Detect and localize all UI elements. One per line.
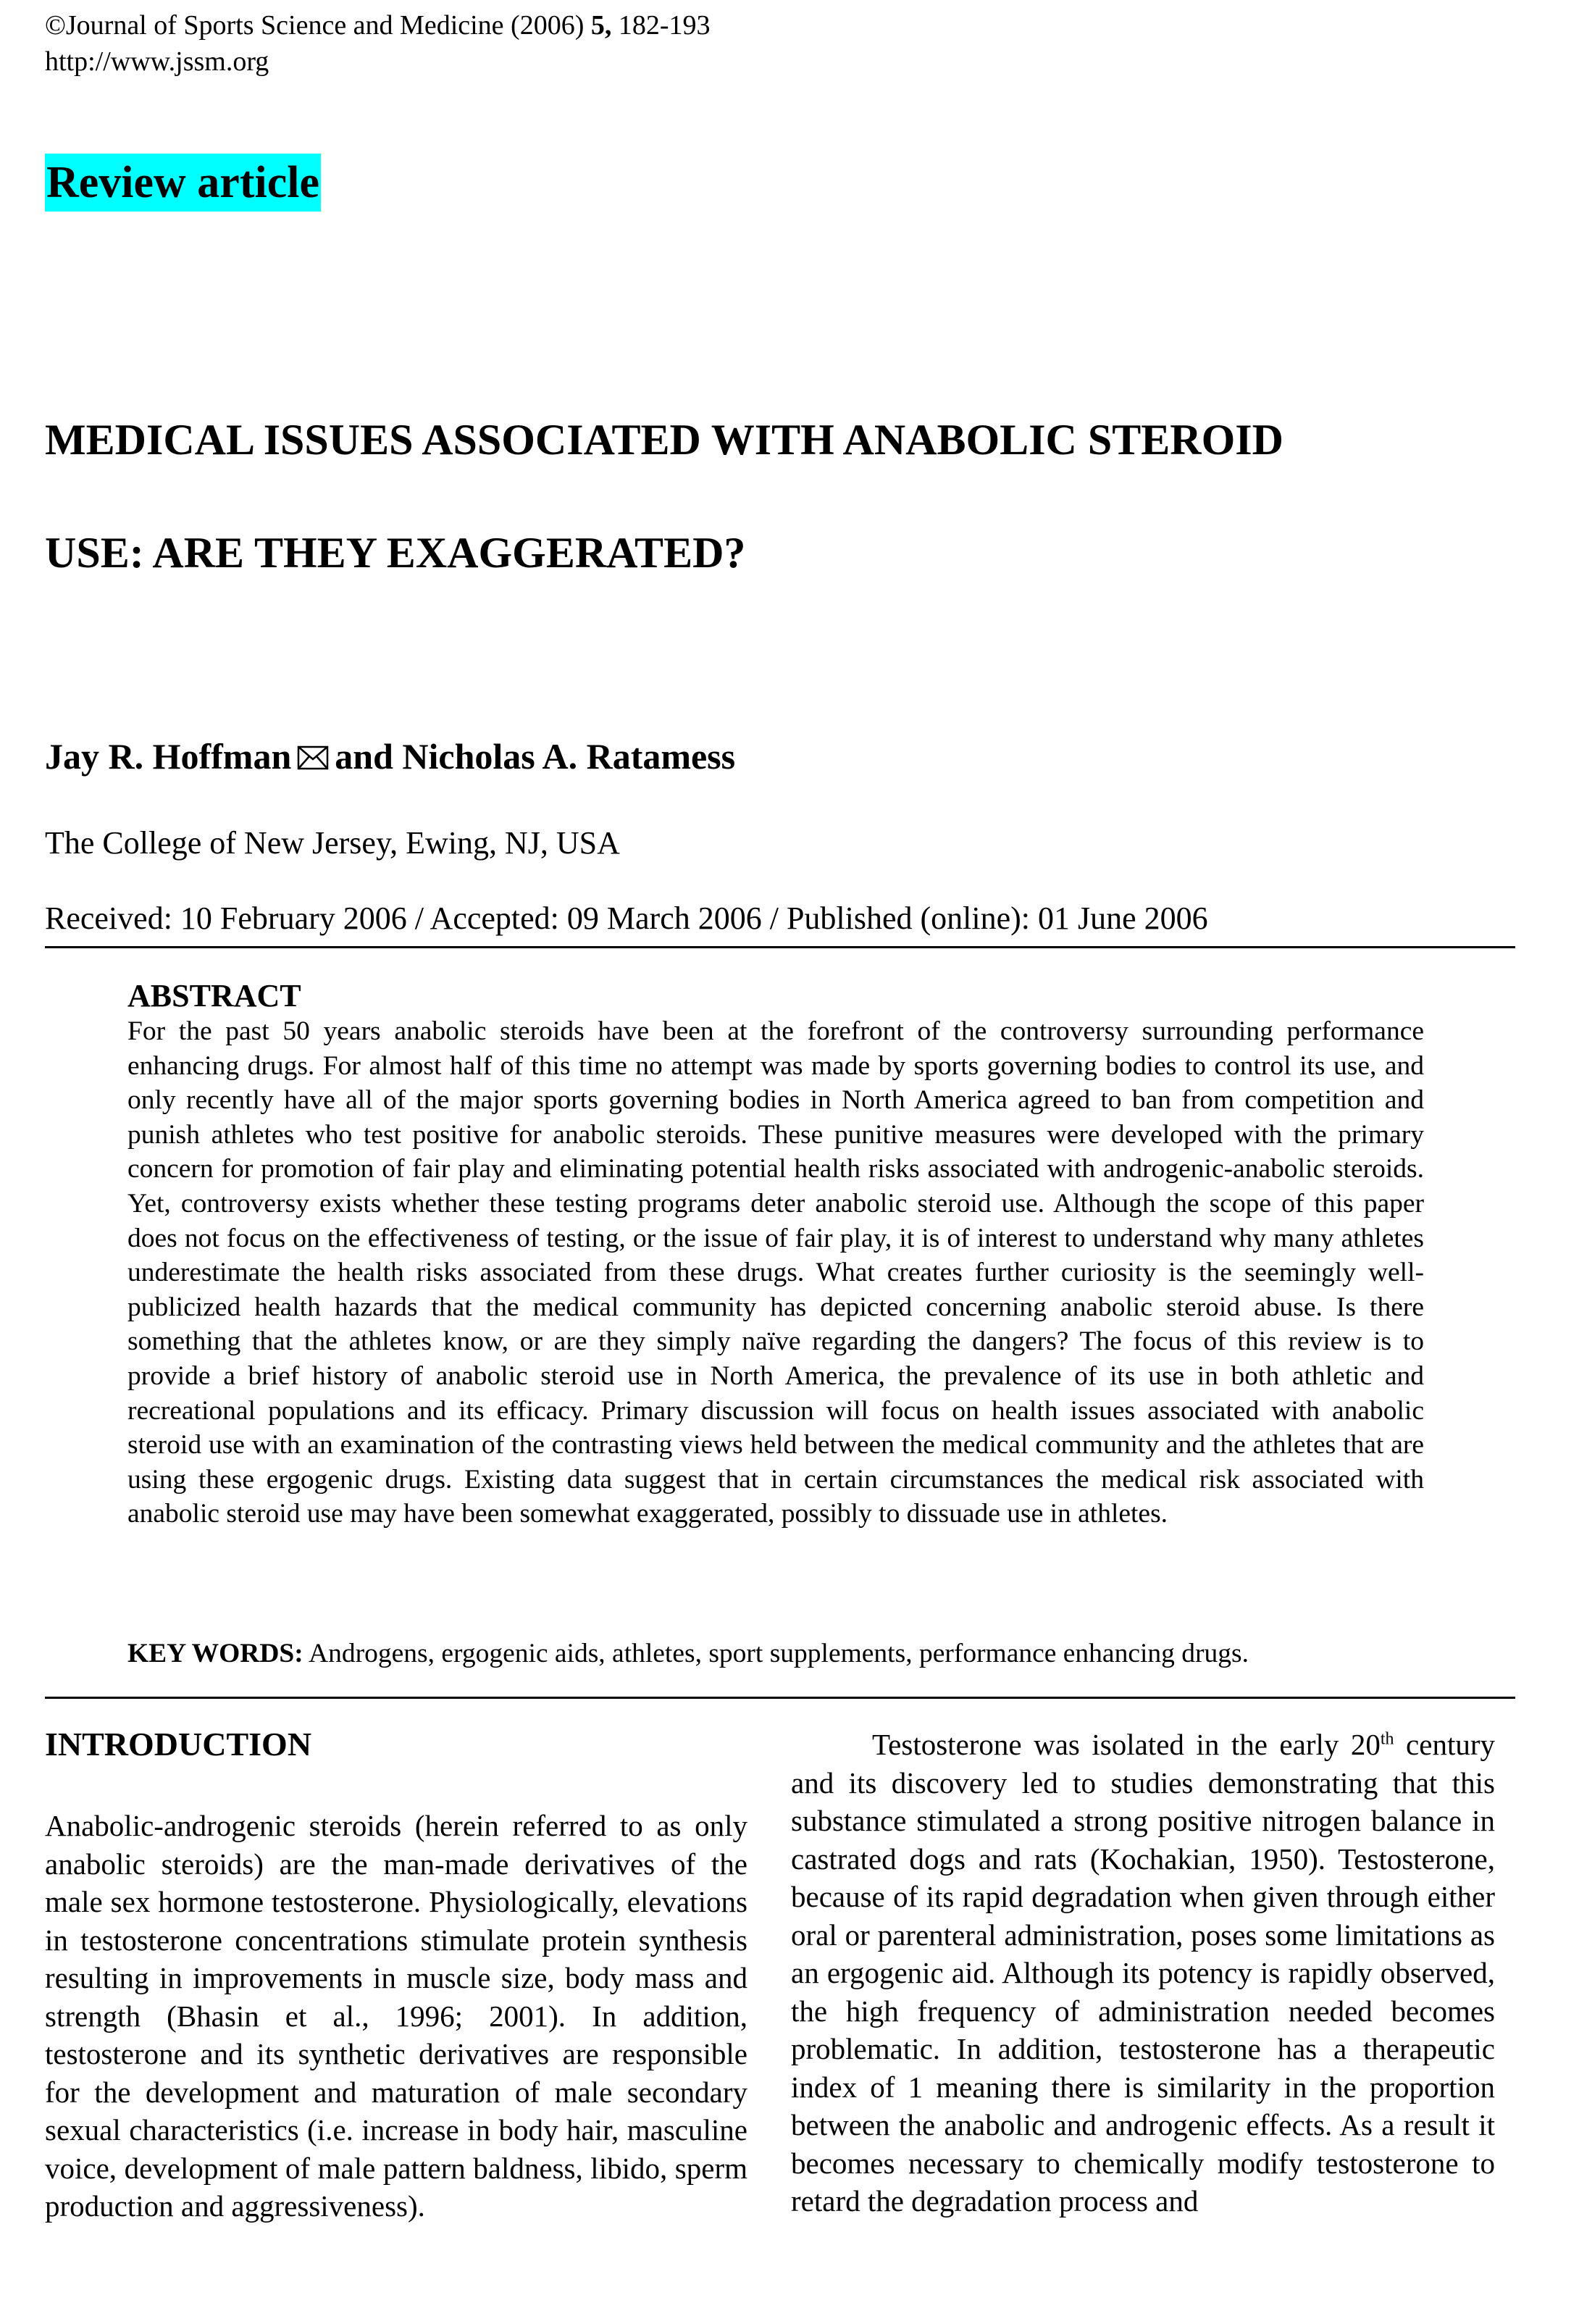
right-column [791,1726,1495,2220]
envelope-icon[interactable] [297,735,329,781]
article-type-label: Review article [45,154,321,212]
affiliation: The College of New Jersey, Ewing, NJ, USA [45,825,620,861]
keywords [127,1636,1431,1672]
author-list [45,733,735,787]
paragraph-2-rest: century and its discovery led to studies demonstrating that this substance stimulated a strong positive nitrogen balance in castrated dogs and rats (Kochakian, 1950). Testosterone, because of its rapid degradation when given through either oral or parenteral administration, poses some limitations as an ergogenic aid. Although its potency is rapidly observed, the high frequency of administration needed becomes problematic. In addition, testosterone has a therapeutic index of 1 meaning there is similarity in the proportion between the anabolic and androgenic effects. As a result it becomes necessary to chemically modify testosterone to retard the degradation process and [791,1728,1495,2218]
abstract-text: For the past 50 years anabolic steroids have been at the forefront of the controversy surrounding performance enhancing drugs. For almost half of this time no attempt was made by sports governing bodies to control its use, and only recently have all of the major sports governing bodies in North America agreed to ban from competition and punish athletes who test positive for anabolic steroids. These punitive measures were developed with the primary concern for promotion of fair play and eliminating potential health risks associated with androgenic-anabolic steroids. Yet, controversy exists whether these testing programs deter anabolic steroid use. Although the scope of this paper does not focus on the effectiveness of testing, or the issue of fair play, it is of interest to understand why many athletes underestimate the health risks associated from these drugs. What creates further curiosity is the seemingly well-publicized health hazards that the medical community has depicted concerning anabolic steroid abuse. Is there something that the athletes know, or are they simply naïve regarding the dangers? The focus of this review is to provide a brief history of anabolic steroid use in North America, the prevalence of its use in both athletic and recreational populations and its efficacy. Primary discussion will focus on health issues associated with anabolic steroid use with an examination of the contrasting views held between the medical community and the athletes that are using these ergogenic drugs. Existing data suggest that in certain circumstances the medical risk associated with anabolic steroid use may have been somewhat exaggerated, possibly to dissuade use in athletes. [127,1016,1424,1529]
journal-name: ©Journal of Sports Science and Medicine (2006) [45,10,591,41]
journal-volume: 5, [590,10,612,41]
author-rest: and Nicholas A. Ratamess [335,736,736,777]
keywords-label: KEY WORDS: [127,1639,303,1668]
journal-url[interactable]: http://www.jssm.org [45,46,269,77]
article-title-line-1: MEDICAL ISSUES ASSOCIATED WITH ANABOLIC STEROID [45,416,1283,464]
author-first: Jay R. Hoffman [45,736,292,777]
section-heading-introduction: INTRODUCTION [45,1726,312,1763]
intro-paragraph-2 [791,1726,1495,2220]
paragraph-2-start: Testosterone was isolated in the early 20 [872,1728,1381,1761]
divider-bottom [45,1697,1515,1699]
divider-top [45,946,1515,948]
article-title-line-2: USE: ARE THEY EXAGGERATED? [45,529,746,577]
abstract-heading: ABSTRACT [127,978,301,1013]
journal-pages: 182-193 [611,10,711,41]
keywords-text: Androgens, ergogenic aids, athletes, sport supplements, performance enhancing drugs. [303,1639,1249,1668]
publication-dates: Received: 10 February 2006 / Accepted: 09 March 2006 / Published (online): 01 June 2006 [45,900,1208,936]
superscript-th: th [1380,1729,1394,1749]
journal-citation [45,9,711,42]
left-column [45,1726,747,2225]
abstract-section [127,978,1424,1531]
intro-paragraph-1: Anabolic-androgenic steroids (herein referred to as only anabolic steroids) are the man-made derivatives of the male sex hormone testosterone. Physiologically, elevations in testosterone concentrations stimulate protein synthesis resulting in improvements in muscle size, body mass and strength (Bhasin et al., 1996; 2001). In addition, testosterone and its synthetic derivatives are responsible for the development and maturation of male secondary sexual characteristics (i.e. increase in body hair, masculine voice, development of male pattern baldness, libido, sperm production and aggressiveness). [45,1809,747,2223]
